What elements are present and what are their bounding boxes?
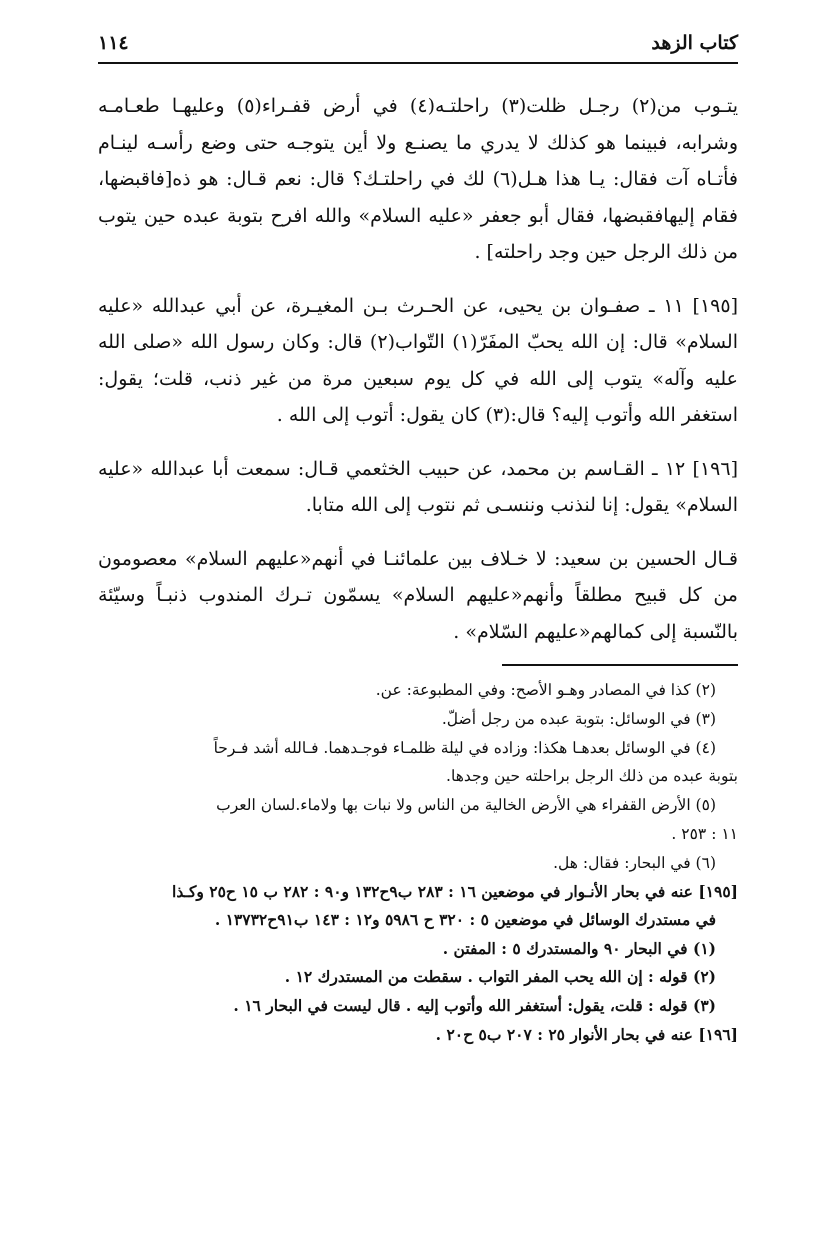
running-title: كتاب الزهد <box>651 32 738 54</box>
footnote-3: (٣) في الوسائل: بتوبة عبده من رجل أضلّ. <box>441 709 716 728</box>
footnote-divider <box>502 664 738 666</box>
reference-196: [١٩٦] عنه في بحار الأنوار ٢٥ : ٢٠٧ ب٥ ح٢٠ . <box>435 1024 738 1044</box>
footnote-4-continued: بتوبة عبده من ذلك الرجل براحلته حين وجدها. <box>446 767 738 786</box>
reference-195: [١٩٥] عنه في بحار الأنـوار في موضعين ١٦ : ٢٨٣ ب٩ح١٣٢ و٩٠ : ٢٨٢ ب ١٥ ح٢٥ وكـذا <box>172 881 738 901</box>
page-number: ١١٤ <box>98 32 129 54</box>
author-comment: قـال الحسين بن سعيد: لا خـلاف بين علمائنـا في أنهم«عليهم السلام» معصومون من كل قبيح مطلقاً وأنهم«عليهم السلام» يسمّون تـرك المندوب ذنبـاً وسيّئة بالنّسبة إلى كمالهم«عليهم السّلام» . <box>98 547 738 643</box>
reference-195-continued: في مستدرك الوسائل في موضعين ٥ : ٣٢٠ ح ٥٩٨٦ و١٢ : ١٤٣ ب٩١ح١٣٧٣٢ . <box>214 910 716 930</box>
footnote-6: (٦) في البحار: فقال: هل. <box>553 853 716 872</box>
hadith-196: [١٩٦] ١٢ ـ القـاسم بن محمد، عن حبيب الخثعمي قـال: سمعت أبا عبدالله «عليه السلام» يقول: إنا لنذنب وننسـى ثم نتوب إلى الله متابا. <box>98 457 738 516</box>
reference-195-note-1: (١) في البحار ٩٠ والمستدرك ٥ : المفتن . <box>442 938 716 958</box>
footnote-2: (٢) كذا في المصادر وهـو الأصح: وفي المطبوعة: عن. <box>375 681 716 699</box>
main-text <box>98 88 738 667</box>
footnote-4: (٤) في الوسائل بعدهـا هكذا: وزاده في ليلة ظلمـاء فوجـدهما. فـالله أشد فـرحاً <box>213 738 716 757</box>
footnote-5-continued: ١١ : ٢٥٣ . <box>671 824 738 843</box>
source-references <box>84 878 738 1050</box>
hadith-195: [١٩٥] ١١ ـ صفـوان بن يحيى، عن الحـرث بـن المغيـرة، عن أبي عبدالله «عليه السلام» قال: إن الله يحبّ المفَرّ(١) التّواب(٢) قال: وكان رسول الله «صلى الله عليه وآله» يتوب إلى الله في كل يوم سبعين مرة من غير ذنب، قلت؛ يقول: استغفر الله وأتوب إليه؟ قال:(٣) كان يقول: أتوب إلى الله . <box>98 294 738 426</box>
reference-195-note-2: (٢) قوله : إن الله يحب المفر التواب . سقطت من المستدرك ١٢ . <box>284 967 716 987</box>
footnote-5: (٥) الأرض القفراء هي الأرض الخالية من الناس ولا نبات بها ولاماء.لسان العرب <box>216 796 716 815</box>
paragraph-continuation: يتـوب من(٢) رجـل ظلت(٣) راحلتـه(٤) في أرض قفـراء(٥) وعليهـا طعـامـه وشرابه، فبينما هو كذلك لا يدري ما يصنـع ولا أين يتوجـه حتى وضع رأسـه لينـام فأتـاه آت فقال: يـا هذا هـل(٦) لك في راحلتـك؟ قال: نعم قـال: هو ذه[فاقبضها، فقام إليهافقبضها، فقال أبو جعفر «عليه السلام» والله افرح بتوبة عبده حين يتوب من ذلك الرجل حين وجد راحلته] . <box>98 95 739 263</box>
page-header <box>98 30 738 64</box>
reference-195-note-3: (٣) قوله : قلت، يقول: أستغفر الله وأتوب إليه . قال ليست في البحار ١٦ . <box>233 995 716 1015</box>
footnotes-section <box>84 676 738 1049</box>
